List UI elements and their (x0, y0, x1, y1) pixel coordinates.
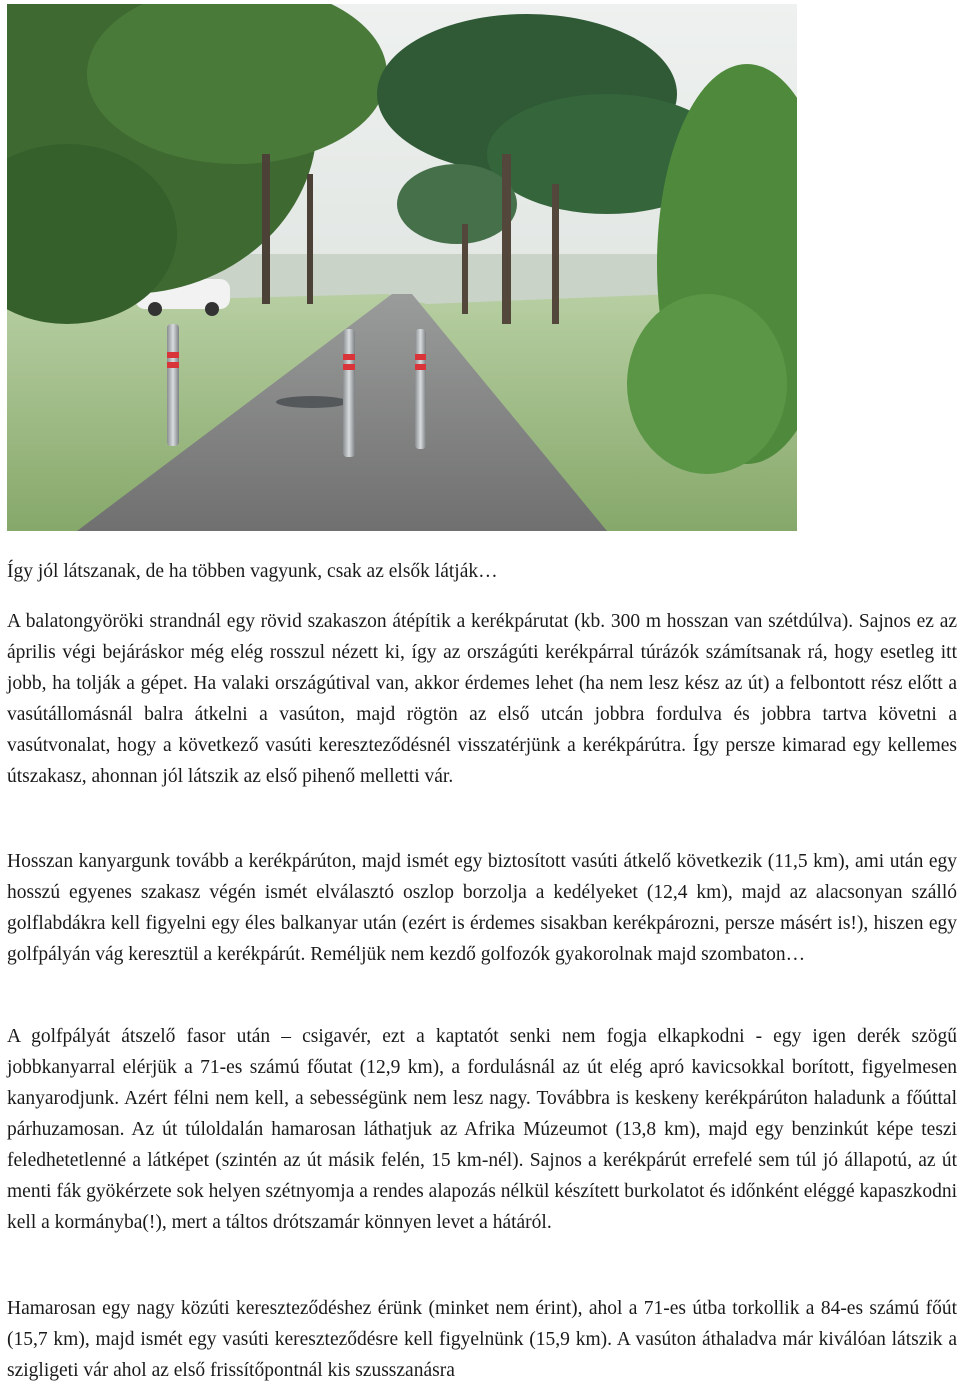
paragraph-3: A golfpályát átszelő fasor után – csigavér, ezt a kaptatót senki nem fogja elkapkodni - egy igen derék szögű jobbkanyarral elérjük a 71-es számú főutat (12,9 km), a fordulásnál az út elég apró kavicsokkal borított, figyelmesen kanyarodjunk. Azért félni nem kell, a sebességünk nem lesz nagy. Továbbra is keskeny kerékpárúton haladunk a főúttal párhuzamosan. Az út túloldalán hamarosan láthatjuk az Afrika Múzeumot (13,8 km), majd egy benzinkút képe teszi feledhetetlenné a látképet (szintén az út másik felén, 15 km-nél). Sajnos a kerékpárút errefelé sem túl jó állapotú, az út menti fák gyökérzete sok helyen szétnyomja a rendes alapozás nélkül készített burkolatot és időnként eléggé kapaszkodni kell a kormányba(!), mert a táltos drótszamár könnyen levet a hátáról. (7, 1026, 957, 1233)
paragraph-2: Hosszan kanyargunk tovább a kerékpárúton, majd ismét egy biztosított vasúti átkelő következik (11,5 km), ami után egy hosszú egyenes szakasz végén ismét elválasztó oszlop borzolja a kedélyeket (12,4 km), majd az alacsonyan szálló golflabdákra kell figyelni egy éles balkanyar után (ezért is érdemes sisakban kerékpározni, persze másért is!), hiszen egy golfpályán vág keresztül a kerékpárút. Reméljük nem kezdő golfozók gyakorolnak majd szombaton… (7, 851, 957, 965)
paragraph-1: A balatongyöröki strandnál egy rövid szakaszon átépítik a kerékpárutat (kb. 300 m hosszan van szétdúlva). Sajnos ez az április végi bejáráskor még elég rosszul nézett ki, így az országúti kerékpárral túrázók számítsanak rá, hogy esetleg itt jobb, ha tolják a gépet. Ha valaki országútival van, akkor érdemes lehet (ha nem lesz kész az út) a felbontott rész előtt a vasútállomásnál balra átkelni a vasúton, majd rögtön az első utcán jobbra fordulva és jobbra tartva követni a vasútvonalat, hogy a következő vasúti kereszteződésnél visszatérjünk a kerékpárútra. Így persze kimarad egy kellemes útszakasz, ahonnan jól látszik az első pihenő melletti vár. (7, 611, 957, 787)
bike-path-photo (7, 4, 797, 531)
photo-caption: Így jól látszanak, de ha többen vagyunk, csak az elsők látják… (7, 561, 498, 582)
paragraph-4: Hamarosan egy nagy közúti kereszteződéshez érünk (minket nem érint), ahol a 71-es útba torkollik a 84-es számú főút (15,7 km), majd ismét egy vasúti kereszteződésre kell figyelnünk (15,9 km). A vasúton áthaladva már kiválóan látszik a szigligeti vár ahol az első frissítőpontnál kis szusszanásra (7, 1298, 957, 1381)
